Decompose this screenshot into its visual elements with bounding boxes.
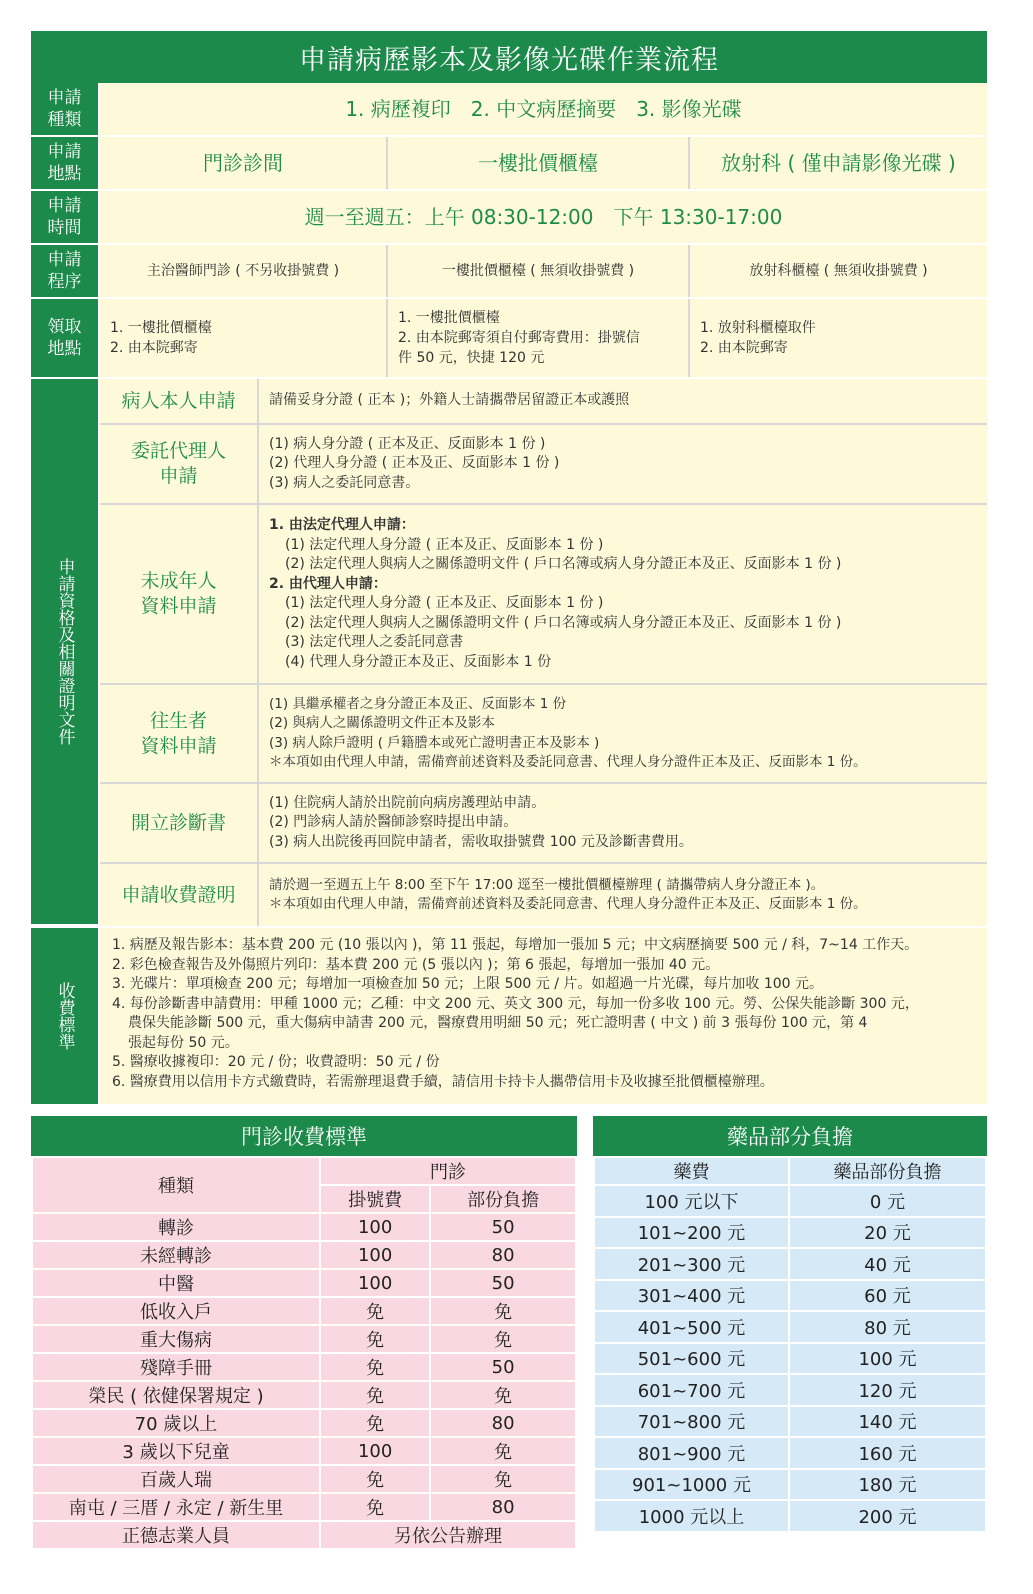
table-cell: 80 元 xyxy=(789,1311,986,1343)
label-place: 申請 地點 xyxy=(31,137,100,189)
pickup-counter: 1. 一樓批價櫃檯 2. 由本院郵寄須自付郵寄費用：掛號信 件 50 元，快捷 120 元 xyxy=(388,299,690,377)
table-cell: 3 歲以下兒童 xyxy=(32,1437,320,1465)
table-cell: 60 元 xyxy=(789,1280,986,1312)
table-cell: 100 xyxy=(320,1269,430,1297)
table-cell: 701~800 元 xyxy=(594,1406,789,1438)
label-time: 申請 時間 xyxy=(31,191,100,243)
clinic-fee-table xyxy=(31,1116,577,1550)
table-cell: 801~900 元 xyxy=(594,1437,789,1469)
col-group: 門診 xyxy=(320,1157,576,1185)
label-procedure: 申請 程序 xyxy=(31,245,100,297)
table-cell: 50 xyxy=(430,1269,576,1297)
table-row xyxy=(32,1213,576,1241)
table-cell: 免 xyxy=(430,1297,576,1325)
table-cell: 80 xyxy=(430,1493,576,1521)
table-cell: 重大傷病 xyxy=(32,1325,320,1353)
table-cell: 20 元 xyxy=(789,1217,986,1249)
row-pickup xyxy=(31,299,987,379)
table-row xyxy=(594,1343,986,1375)
page-title: 申請病歷影本及影像光碟作業流程 xyxy=(31,31,987,83)
doc-deceased: 往生者 資料申請 (1) 具繼承權者之身分證正本及正、反面影本 1 份 (2) 與病人之關係證明文件正本及影本 (3) 病人除戶證明 ( 戶籍謄本或死亡證明書正本及影本 ) ＊本項如由代理人申請，需備齊前述資料及委託同意書、代理人身分證件正本及正、反面影本 1 份。 xyxy=(100,685,987,784)
col-share: 部份負擔 xyxy=(430,1185,576,1213)
doc-receipt: 申請收費證明 請於週一至週五上午 8:00 至下午 17:00 逕至一樓批價櫃檯辦理 ( 請攜帶病人身分證正本 )。 ＊本項如由代理人申請，需備齊前述資料及委託同意書、代理人身分證件正本及正、反面影本 1 份。 xyxy=(100,864,987,926)
table-row xyxy=(32,1325,576,1353)
table-cell: 免 xyxy=(320,1409,430,1437)
fees-label: 收費標準 xyxy=(31,928,100,1104)
table-cell: 50 xyxy=(430,1213,576,1241)
proc-counter: 一樓批價櫃檯 ( 無須收掛號費 ) xyxy=(388,245,690,297)
col-type: 種類 xyxy=(32,1157,320,1213)
doc-certificate: 開立診斷書 (1) 住院病人請於出院前向病房護理站申請。 (2) 門診病人請於醫師診察時提出申請。 (3) 病人出院後再回院申請者，需收取掛號費 100 元及診斷書費用。 xyxy=(100,784,987,864)
table-cell: 免 xyxy=(320,1297,430,1325)
table-row xyxy=(32,1297,576,1325)
table-cell: 南屯 / 三厝 / 永定 / 新生里 xyxy=(32,1493,320,1521)
proc-clinic: 主治醫師門診 ( 不另收掛號費 ) xyxy=(100,245,388,297)
table-row xyxy=(32,1437,576,1465)
table-cell: 榮民 ( 依健保署規定 ) xyxy=(32,1381,320,1409)
table-cell: 200 元 xyxy=(789,1500,986,1532)
docs-section xyxy=(31,379,987,928)
label-pickup: 領取 地點 xyxy=(31,299,100,377)
table-cell: 601~700 元 xyxy=(594,1374,789,1406)
table-cell: 100 元 xyxy=(789,1343,986,1375)
table-cell: 120 元 xyxy=(789,1374,986,1406)
table-cell: 100 xyxy=(320,1437,430,1465)
table-cell: 50 xyxy=(430,1353,576,1381)
table-cell: 70 歲以上 xyxy=(32,1409,320,1437)
table-cell: 100 元以下 xyxy=(594,1185,789,1217)
table-row xyxy=(32,1353,576,1381)
table-cell: 殘障手冊 xyxy=(32,1353,320,1381)
table-row xyxy=(594,1217,986,1249)
table-cell: 301~400 元 xyxy=(594,1280,789,1312)
table-cell: 正德志業人員 xyxy=(32,1521,320,1549)
label-type: 申請 種類 xyxy=(31,83,100,135)
table-cell: 901~1000 元 xyxy=(594,1469,789,1501)
table-row xyxy=(594,1280,986,1312)
col-reg: 掛號費 xyxy=(320,1185,430,1213)
place-counter: 一樓批價櫃檯 xyxy=(388,137,690,189)
process-section xyxy=(31,31,987,1104)
table-cell: 免 xyxy=(320,1325,430,1353)
table-cell: 501~600 元 xyxy=(594,1343,789,1375)
time-value: 週一至週五：上午 08:30-12:00 下午 13:30-17:00 xyxy=(304,205,783,229)
table-cell: 101~200 元 xyxy=(594,1217,789,1249)
table-row xyxy=(32,1241,576,1269)
fees-section: 收費標準 1. 病歷及報告影本：基本費 200 元 (10 張以內 )，第 11 張起，每增加一張加 5 元；中文病歷摘要 500 元 / 科，7~14 工作天。 2. 彩色檢查報告及外傷照片列印：基本費 200 元 (5 張以內 )；第 6 張起，每增加一張加 40 元。 3. 光碟片：單項檢查 200 元；每增加一項檢查加 50 元；上限 500 元 / 片。如超過一片光碟，每片加收 100 元。 4. 每份診斷書申請費用：甲種 1000 元；乙種：中文 200 元、英文 300 元，每加一份多收 100 元。勞、公保失能診斷 300 元， 農保失能診斷 500 元，重大傷病申請書 200 元，醫療費用明細 50 元；死亡證明書 ( 中文 ) 前 3 張每份 100 元，第 4 張起每份 50 元。 5. 醫療收據複印：20 元 / 份；收費證明：50 元 / 份 6. 醫療費用以信用卡方式繳費時，若需辦理退費手續，請信用卡持卡人攜帶信用卡及收據至批價櫃檯辦理。 xyxy=(31,928,987,1104)
pickup-radiology: 1. 放射科櫃檯取件 2. 由本院郵寄 xyxy=(700,320,816,356)
table-cell: 低收入戶 xyxy=(32,1297,320,1325)
table-cell: 160 元 xyxy=(789,1437,986,1469)
table-cell: 免 xyxy=(320,1465,430,1493)
table-cell: 100 xyxy=(320,1241,430,1269)
doc-agent: 委託代理人 申請 (1) 病人身分證 ( 正本及正、反面影本 1 份 ) (2) 代理人身分證 ( 正本及正、反面影本 1 份 ) (3) 病人之委託同意書。 xyxy=(100,425,987,505)
table-cell: 100 xyxy=(320,1213,430,1241)
col-drug-share: 藥品部份負擔 xyxy=(789,1157,986,1185)
table-cell: 140 元 xyxy=(789,1406,986,1438)
table-cell: 401~500 元 xyxy=(594,1311,789,1343)
doc-self: 病人本人申請 請備妥身分證 ( 正本 )；外籍人士請攜帶居留證正本或護照 xyxy=(100,379,987,425)
clinic-fee-title: 門診收費標準 xyxy=(31,1116,577,1156)
table-cell: 免 xyxy=(430,1381,576,1409)
table-row xyxy=(594,1437,986,1469)
row-place xyxy=(31,137,987,191)
table-cell: 未經轉診 xyxy=(32,1241,320,1269)
drug-fee-title: 藥品部分負擔 xyxy=(593,1116,987,1156)
table-row xyxy=(32,1409,576,1437)
table-row xyxy=(594,1500,986,1532)
table-cell: 0 元 xyxy=(789,1185,986,1217)
table-cell: 201~300 元 xyxy=(594,1248,789,1280)
table-cell: 40 元 xyxy=(789,1248,986,1280)
table-row xyxy=(32,1381,576,1409)
docs-label: 申請資格及相關證明文件 xyxy=(31,379,100,926)
place-radiology: 放射科 ( 僅申請影像光碟 ) xyxy=(721,151,956,175)
table-cell: 百歲人瑞 xyxy=(32,1465,320,1493)
table-cell: 180 元 xyxy=(789,1469,986,1501)
table-row xyxy=(32,1493,576,1521)
table-cell: 80 xyxy=(430,1241,576,1269)
table-cell: 1000 元以上 xyxy=(594,1500,789,1532)
row-time xyxy=(31,191,987,245)
drug-fee-table xyxy=(593,1116,987,1533)
doc-minor: 未成年人 資料申請 1. 由法定代理人申請： (1) 法定代理人身分證 ( 正本及正、反面影本 1 份 ) (2) 法定代理人與病人之關係證明文件 ( 戶口名簿或病人身分證正本及正、反面影本 1 份 ) 2. 由代理人申請： (1) 法定代理人身分證 ( 正本及正、反面影本 1 份 ) (2) 法定代理人與病人之關係證明文件 ( 戶口名簿或病人身分證正本及正、反面影本 1 份 ) (3) 法定代理人之委託同意書 (4) 代理人身分證正本及正、反面影本 1 份 xyxy=(100,505,987,685)
table-cell: 免 xyxy=(430,1465,576,1493)
table-cell: 另依公告辦理 xyxy=(320,1521,576,1549)
table-row xyxy=(594,1406,986,1438)
table-row xyxy=(594,1185,986,1217)
table-cell: 免 xyxy=(320,1353,430,1381)
table-row xyxy=(32,1269,576,1297)
table-cell: 轉診 xyxy=(32,1213,320,1241)
table-cell: 80 xyxy=(430,1409,576,1437)
proc-radiology: 放射科櫃檯 ( 無須收掛號費 ) xyxy=(749,263,928,279)
table-cell: 免 xyxy=(430,1437,576,1465)
table-row xyxy=(594,1374,986,1406)
table-row xyxy=(594,1311,986,1343)
table-row xyxy=(594,1248,986,1280)
table-row xyxy=(32,1521,576,1549)
col-drug-fee: 藥費 xyxy=(594,1157,789,1185)
table-cell: 免 xyxy=(320,1493,430,1521)
table-cell: 免 xyxy=(320,1381,430,1409)
table-cell: 中醫 xyxy=(32,1269,320,1297)
pickup-clinic: 1. 一樓批價櫃檯 2. 由本院郵寄 xyxy=(100,299,388,377)
table-cell: 免 xyxy=(430,1325,576,1353)
type-value: 1. 病歷複印 2. 中文病歷摘要 3. 影像光碟 xyxy=(345,97,742,121)
place-clinic: 門診診間 xyxy=(100,137,388,189)
row-type xyxy=(31,83,987,137)
row-procedure xyxy=(31,245,987,299)
table-row xyxy=(594,1469,986,1501)
table-row xyxy=(32,1465,576,1493)
